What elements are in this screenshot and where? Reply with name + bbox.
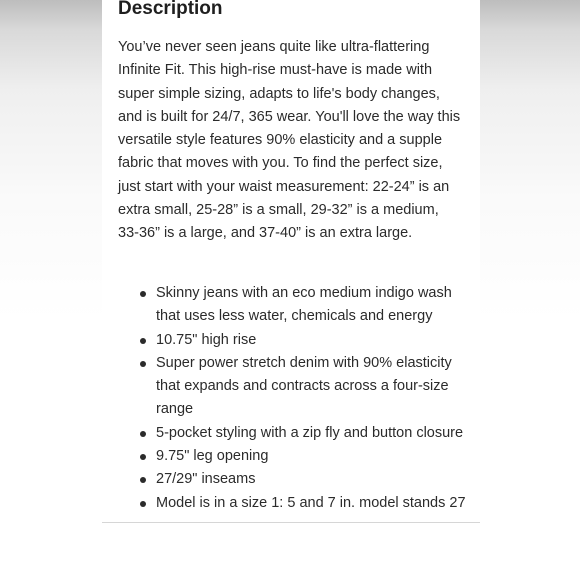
feature-list [102, 282, 480, 515]
bullet-icon [140, 454, 146, 460]
left-background [0, 0, 102, 520]
bullet-icon [140, 477, 146, 483]
list-item-text: 9.75" leg opening [156, 448, 269, 465]
list-item [102, 282, 480, 329]
list-item-text: 10.75" high rise [156, 331, 257, 348]
description-paragraph: You’ve never seen jeans quite like ultra-flattering Infinite Fit. This high-rise must-have is made with super simple sizing, adapts to life's body changes, and is built for 24/7, 365 wear. You'll love the way this versatile style features 90% elasticity and a supple fabric that moves with you. To find the perfect size, just start with your waist measurement: 22-24” is an extra small, 25-28” is a small, 29-32” is a medium, 33-36” is a large, and 37-40” is an extra large. [118, 39, 461, 242]
list-item [102, 329, 480, 352]
list-item-text: 5-pocket styling with a zip fly and button closure [156, 424, 464, 441]
bullet-icon [140, 501, 146, 507]
bullet-icon [140, 291, 146, 297]
list-item [102, 445, 480, 468]
description-panel [102, 0, 480, 523]
list-item-text: 27/29" inseams [156, 471, 256, 488]
list-item [102, 352, 480, 422]
list-item [102, 492, 480, 515]
bullet-icon [140, 431, 146, 437]
list-item-text: Super power stretch denim with 90% elasticity that expands and contracts across a four-size range [156, 354, 452, 418]
list-item-text: Model is in a size 1: 5 and 7 in. model stands 27 [156, 494, 466, 511]
description-title: Description [118, 0, 223, 19]
bullet-icon [140, 338, 146, 344]
bullet-icon [140, 361, 146, 367]
list-item-text: Skinny jeans with an eco medium indigo wash that uses less water, chemicals and energy [156, 285, 452, 325]
right-background [480, 0, 580, 520]
list-item [102, 468, 480, 491]
list-item [102, 422, 480, 445]
